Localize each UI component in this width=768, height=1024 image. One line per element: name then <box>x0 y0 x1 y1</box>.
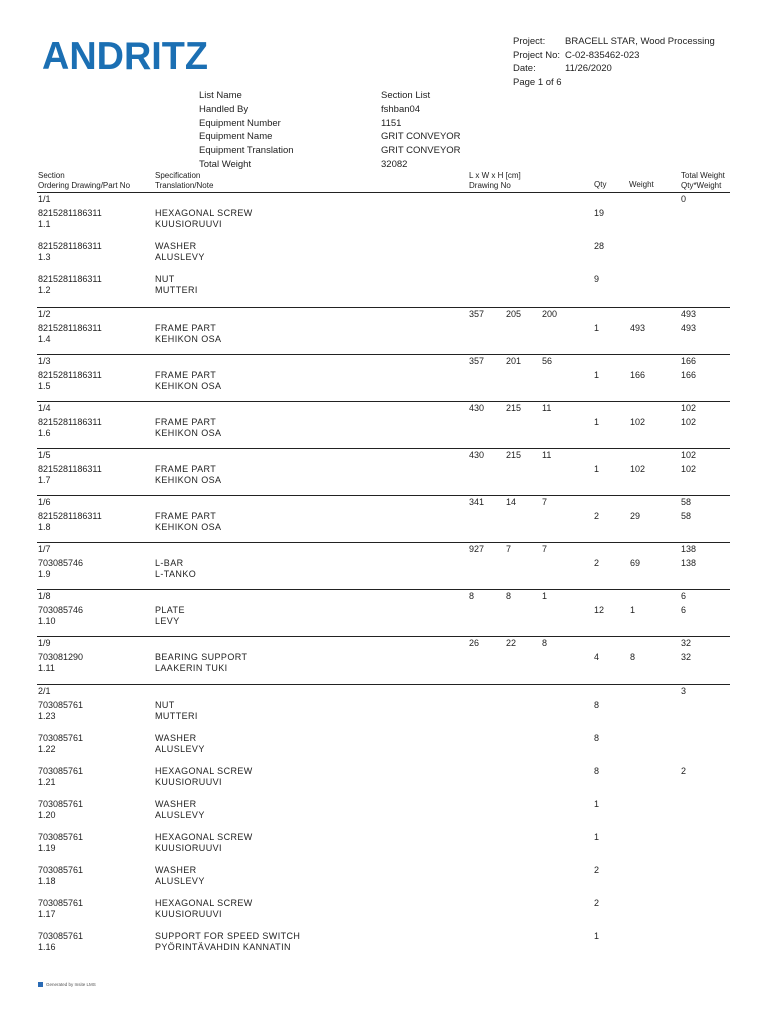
meta-labels <box>199 89 294 172</box>
position-number: 1.6 <box>38 428 51 438</box>
unit-weight: 8 <box>630 652 636 662</box>
part-number: 703085761 <box>38 799 84 809</box>
section-block <box>37 589 730 627</box>
section-header-row <box>37 401 730 414</box>
total-weight: 2 <box>681 766 687 776</box>
col-header-spec: Specification Translation/Note <box>155 171 214 190</box>
section-block <box>37 636 730 674</box>
position-number: 1.22 <box>38 744 56 754</box>
total-weight: 6 <box>681 605 687 615</box>
part-row <box>37 274 730 296</box>
specification: FRAME PART <box>155 464 217 474</box>
quantity: 2 <box>594 898 600 908</box>
section-block <box>37 354 730 392</box>
equipment-translation-label: Equipment Translation <box>199 145 294 157</box>
section-id: 1/5 <box>38 450 51 460</box>
quantity: 2 <box>594 511 600 521</box>
position-number: 1.3 <box>38 252 51 262</box>
part-row <box>37 605 730 627</box>
position-number: 1.2 <box>38 285 51 295</box>
list-name-value: Section List <box>381 90 431 101</box>
section-length: 26 <box>469 638 480 648</box>
position-number: 1.4 <box>38 334 51 344</box>
position-number: 1.7 <box>38 475 51 485</box>
translation: KEHIKON OSA <box>155 381 222 391</box>
specification: WASHER <box>155 241 197 251</box>
section-width: 215 <box>506 450 522 460</box>
translation: ALUSLEVY <box>155 876 205 886</box>
section-total-weight: 3 <box>681 686 687 696</box>
specification: FRAME PART <box>155 323 217 333</box>
section-length: 8 <box>469 591 475 601</box>
project-no-label: Project No: <box>513 49 560 61</box>
translation: PYÖRINTÄVAHDIN KANNATIN <box>155 942 291 952</box>
section-header-row <box>37 636 730 649</box>
handled-by-label: Handled By <box>199 103 249 115</box>
col-header-total: Total Weight Qty*Weight <box>681 171 725 190</box>
part-number: 8215281186311 <box>38 241 102 251</box>
position-number: 1.16 <box>38 942 56 952</box>
position-number: 1.21 <box>38 777 56 787</box>
total-weight: 493 <box>681 323 697 333</box>
equipment-name-value: GRIT CONVEYOR <box>381 131 461 143</box>
section-total-weight: 166 <box>681 356 697 366</box>
andritz-logo <box>42 38 208 72</box>
specification: HEXAGONAL SCREW <box>155 766 253 776</box>
unit-weight: 29 <box>630 511 641 521</box>
section-id: 1/8 <box>38 591 51 601</box>
translation: KEHIKON OSA <box>155 334 222 344</box>
part-number: 703085761 <box>38 865 84 875</box>
part-number: 8215281186311 <box>38 370 102 380</box>
part-row <box>37 832 730 854</box>
section-header-row <box>37 589 730 602</box>
equipment-number-label: Equipment Number <box>199 117 281 129</box>
translation: MUTTERI <box>155 711 198 721</box>
logo-text: ANDRITZ <box>42 38 208 72</box>
specification: NUT <box>155 274 175 284</box>
specification: WASHER <box>155 865 197 875</box>
quantity: 8 <box>594 766 600 776</box>
section-length: 430 <box>469 403 485 413</box>
specification: L-BAR <box>155 558 184 568</box>
section-id: 1/4 <box>38 403 51 413</box>
part-number: 703081290 <box>38 652 84 662</box>
unit-weight: 102 <box>630 464 646 474</box>
section-height: 7 <box>542 497 548 507</box>
position-number: 1.23 <box>38 711 56 721</box>
section-header-row <box>37 448 730 461</box>
section-height: 7 <box>542 544 548 554</box>
quantity: 12 <box>594 605 605 615</box>
section-height: 11 <box>542 403 552 413</box>
date-value: 11/26/2020 <box>565 63 612 74</box>
total-weight: 58 <box>681 511 692 521</box>
section-total-weight: 32 <box>681 638 692 648</box>
total-weight: 32 <box>681 652 692 662</box>
section-id: 1/3 <box>38 356 51 366</box>
section-total-weight: 0 <box>681 194 687 204</box>
part-number: 8215281186311 <box>38 274 102 284</box>
section-id: 1/9 <box>38 638 51 648</box>
part-number: 8215281186311 <box>38 511 102 521</box>
section-width: 205 <box>506 309 522 319</box>
section-block <box>37 401 730 439</box>
translation: KUUSIORUUVI <box>155 219 222 229</box>
part-row <box>37 370 730 392</box>
unit-weight: 1 <box>630 605 636 615</box>
section-block <box>37 684 730 953</box>
section-block <box>37 307 730 345</box>
translation: ALUSLEVY <box>155 252 205 262</box>
quantity: 19 <box>594 208 605 218</box>
meta-values <box>381 89 461 172</box>
specification: FRAME PART <box>155 511 217 521</box>
part-number: 703085761 <box>38 733 84 743</box>
part-row <box>37 700 730 722</box>
section-width: 215 <box>506 403 522 413</box>
section-length: 927 <box>469 544 485 554</box>
part-row <box>37 898 730 920</box>
unit-weight: 166 <box>630 370 646 380</box>
position-number: 1.5 <box>38 381 51 391</box>
part-number: 703085761 <box>38 766 84 776</box>
list-name-label: List Name <box>199 90 242 101</box>
section-total-weight: 102 <box>681 403 697 413</box>
unit-weight: 493 <box>630 323 646 333</box>
project-label: Project: <box>513 36 546 47</box>
part-row <box>37 323 730 345</box>
section-id: 2/1 <box>38 686 51 696</box>
part-row <box>37 464 730 486</box>
col-header-dims: L x W x H [cm] Drawing No <box>469 171 521 190</box>
insite-logo-icon <box>38 982 43 987</box>
section-header-row <box>37 193 730 205</box>
section-width: 14 <box>506 497 517 507</box>
quantity: 8 <box>594 733 600 743</box>
project-no-value: C-02-835462-023 <box>565 49 640 61</box>
translation: LAAKERIN TUKI <box>155 663 228 673</box>
section-length: 341 <box>469 497 485 507</box>
page-indicator: Page 1 of 6 <box>513 76 562 88</box>
quantity: 4 <box>594 652 600 662</box>
total-weight-label: Total Weight <box>199 158 252 170</box>
specification: WASHER <box>155 733 197 743</box>
translation: KEHIKON OSA <box>155 428 222 438</box>
translation: KEHIKON OSA <box>155 475 222 485</box>
quantity: 28 <box>594 241 605 251</box>
specification: PLATE <box>155 605 185 615</box>
specification: SUPPORT FOR SPEED SWITCH <box>155 931 301 941</box>
part-row <box>37 511 730 533</box>
col-header-qty: Qty <box>594 180 607 189</box>
part-row <box>37 241 730 263</box>
total-weight-value: 32082 <box>381 158 408 170</box>
position-number: 1.19 <box>38 843 56 853</box>
translation: KUUSIORUUVI <box>155 843 222 853</box>
section-id: 1/6 <box>38 497 51 507</box>
part-number: 703085761 <box>38 898 84 908</box>
part-number: 703085746 <box>38 605 84 615</box>
specification: FRAME PART <box>155 417 217 427</box>
translation: LEVY <box>155 616 180 626</box>
section-width: 201 <box>506 356 522 366</box>
section-width: 22 <box>506 638 517 648</box>
section-header-row <box>37 495 730 508</box>
position-number: 1.11 <box>38 663 55 673</box>
specification: HEXAGONAL SCREW <box>155 832 253 842</box>
total-weight: 138 <box>681 558 697 568</box>
part-number: 703085761 <box>38 832 84 842</box>
part-row <box>37 931 730 953</box>
quantity: 1 <box>594 931 600 941</box>
col-header-weight: Weight <box>629 180 654 189</box>
position-number: 1.18 <box>38 876 56 886</box>
total-weight: 102 <box>681 417 697 427</box>
project-labels <box>513 35 562 89</box>
unit-weight: 102 <box>630 417 646 427</box>
part-row <box>37 558 730 580</box>
quantity: 2 <box>594 865 600 875</box>
quantity: 1 <box>594 832 600 842</box>
quantity: 9 <box>594 274 600 284</box>
position-number: 1.17 <box>38 909 56 919</box>
part-number: 703085761 <box>38 931 84 941</box>
section-total-weight: 6 <box>681 591 687 601</box>
part-row <box>37 799 730 821</box>
section-height: 1 <box>542 591 548 601</box>
translation: KEHIKON OSA <box>155 522 222 532</box>
project-value: BRACELL STAR, Wood Processing <box>565 36 715 47</box>
quantity: 1 <box>594 417 600 427</box>
part-row <box>37 865 730 887</box>
translation: KUUSIORUUVI <box>155 777 222 787</box>
part-number: 703085761 <box>38 700 84 710</box>
section-total-weight: 138 <box>681 544 697 554</box>
section-header-row <box>37 542 730 555</box>
specification: HEXAGONAL SCREW <box>155 208 253 218</box>
quantity: 2 <box>594 558 600 568</box>
specification: NUT <box>155 700 175 710</box>
section-height: 56 <box>542 356 553 366</box>
unit-weight: 69 <box>630 558 641 568</box>
section-id: 1/2 <box>38 309 51 319</box>
part-number: 8215281186311 <box>38 464 102 474</box>
date-label: Date: <box>513 63 536 74</box>
section-header-row <box>37 354 730 367</box>
part-row <box>37 733 730 755</box>
section-total-weight: 102 <box>681 450 697 460</box>
translation: ALUSLEVY <box>155 744 205 754</box>
quantity: 1 <box>594 464 600 474</box>
footer-generated-by: Generated by Insite LMS <box>38 982 96 987</box>
section-length: 357 <box>469 309 485 319</box>
quantity: 1 <box>594 799 600 809</box>
section-id: 1/1 <box>38 194 51 204</box>
section-block <box>37 193 730 296</box>
section-block <box>37 448 730 486</box>
quantity: 1 <box>594 323 600 333</box>
position-number: 1.9 <box>38 569 51 579</box>
part-number: 8215281186311 <box>38 417 102 427</box>
translation: L-TANKO <box>155 569 197 579</box>
equipment-number-value: 1151 <box>381 117 402 129</box>
part-number: 8215281186311 <box>38 323 102 333</box>
translation: ALUSLEVY <box>155 810 205 820</box>
specification: HEXAGONAL SCREW <box>155 898 253 908</box>
specification: FRAME PART <box>155 370 217 380</box>
part-number: 8215281186311 <box>38 208 102 218</box>
part-row <box>37 417 730 439</box>
section-block <box>37 542 730 580</box>
col-header-section: Section Ordering Drawing/Part No <box>38 171 131 190</box>
section-width: 8 <box>506 591 512 601</box>
section-header-row <box>37 307 730 320</box>
total-weight: 166 <box>681 370 697 380</box>
position-number: 1.20 <box>38 810 56 820</box>
translation: MUTTERI <box>155 285 198 295</box>
section-id: 1/7 <box>38 544 51 554</box>
translation: KUUSIORUUVI <box>155 909 222 919</box>
section-block <box>37 495 730 533</box>
total-weight: 102 <box>681 464 697 474</box>
specification: BEARING SUPPORT <box>155 652 248 662</box>
position-number: 1.10 <box>38 616 56 626</box>
section-length: 430 <box>469 450 485 460</box>
section-total-weight: 58 <box>681 497 692 507</box>
section-width: 7 <box>506 544 512 554</box>
section-header-row <box>37 684 730 697</box>
project-values <box>565 35 715 76</box>
section-height: 11 <box>542 450 552 460</box>
part-row <box>37 652 730 674</box>
part-row <box>37 766 730 788</box>
quantity: 8 <box>594 700 600 710</box>
quantity: 1 <box>594 370 600 380</box>
position-number: 1.1 <box>38 219 51 229</box>
section-height: 8 <box>542 638 548 648</box>
position-number: 1.8 <box>38 522 51 532</box>
part-number: 703085746 <box>38 558 84 568</box>
equipment-translation-value: GRIT CONVEYOR <box>381 145 461 157</box>
section-total-weight: 493 <box>681 309 697 319</box>
specification: WASHER <box>155 799 197 809</box>
equipment-name-label: Equipment Name <box>199 131 273 143</box>
section-length: 357 <box>469 356 485 366</box>
part-row <box>37 208 730 230</box>
handled-by-value: fshban04 <box>381 103 421 115</box>
section-height: 200 <box>542 309 558 319</box>
